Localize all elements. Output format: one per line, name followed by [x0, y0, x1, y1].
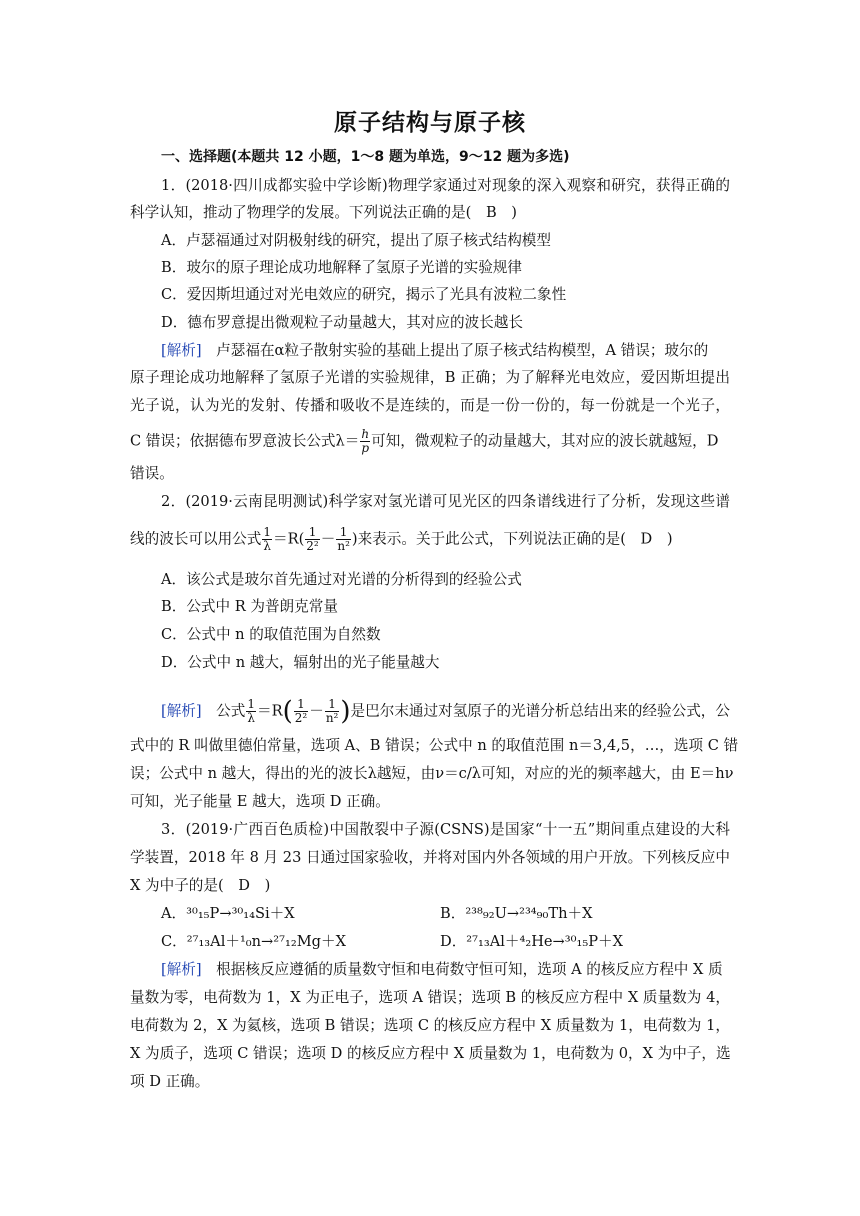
q3-option-c: C．²⁷₁₃Al＋¹₀n→²⁷₁₂Mg＋X: [161, 933, 346, 950]
q1-stem-line1: 1．(2018·四川成都实验中学诊断)物理学家通过对现象的深入观察和研究，获得正确的: [161, 177, 730, 194]
q1-analysis-line2: 原子理论成功地解释了氢原子光谱的实验规律，B 正确；为了解释光电效应，爱因斯坦提出: [130, 369, 730, 386]
q2-analysis-line2: 式中的 R 叫做里德伯常量，选项 A、B 错误；公式中 n 的取值范围 n＝3,4,5，…，选项 C 错: [130, 737, 739, 754]
q1-option-c: C．爱因斯坦通过对光电效应的研究，揭示了光具有波粒二象性: [161, 286, 567, 303]
fraction-h-over-p: $\frac{h}{p}$: [361, 427, 370, 455]
q2-stem-line1: 2．(2019·云南昆明测试)科学家对氢光谱可见光区的四条谱线进行了分析，发现这些谱: [161, 493, 730, 510]
q2-option-c: C．公式中 n 的取值范围为自然数: [161, 626, 381, 643]
analysis-tag: [解析]: [161, 342, 202, 359]
q1-analysis-line1: [解析] 卢瑟福在α粒子散射实验的基础上提出了原子核式结构模型，A 错误；玻尔的: [161, 342, 709, 359]
q1-analysis-line5: 错误。: [130, 465, 174, 482]
q2-option-b: B．公式中 R 为普朗克常量: [161, 598, 338, 615]
q3-analysis-line4: X 为质子，选项 C 错误；选项 D 的核反应方程中 X 质量数为 1，电荷数为 0，X 为中子，选: [130, 1045, 731, 1062]
q1-stem-line2: 科学认知，推动了物理学的发展。下列说法正确的是( B ): [130, 204, 517, 221]
q3-stem-line2: 学装置，2018 年 8 月 23 日通过国家验收，并将对国内外各领域的用户开放。下列核反应中: [130, 849, 730, 866]
q2-option-d: D．公式中 n 越大，辐射出的光子能量越大: [161, 654, 440, 671]
q2-stem-line2: 线的波长可以用公式 $\frac{1}{\lambda}$ ＝R( $\frac{1}{\text{2²}}$ － $\frac{1}{\text{n²}}$ )来表示。关于此公式，下列说法正确的是( D ): [130, 525, 673, 553]
q3-stem-line3: X 为中子的是( D ): [130, 877, 271, 894]
q3-option-d: D．²⁷₁₃Al＋⁴₂He→³⁰₁₅P＋X: [440, 933, 623, 950]
fraction-1-over-lambda: $\frac{1}{\lambda}$: [263, 525, 271, 553]
q3-stem-line1: 3．(2019·广西百色质检)中国散裂中子源(CSNS)是国家“十一五”期间重点建设的大科: [161, 821, 730, 838]
q2-analysis-line4: 可知，光子能量 E 越大，选项 D 正确。: [130, 793, 390, 810]
q2-analysis-line1: [解析] 公式 $\frac{1}{\lambda}$ ＝R( $\frac{1}{\text{2²}}$ － $\frac{1}{\text{n²}}$ )是巴尔末通过对氢原子的光谱分析总结出来的经验公式，公: [161, 696, 730, 727]
q1-option-b: B．玻尔的原子理论成功地解释了氢原子光谱的实验规律: [161, 259, 522, 276]
q1-analysis-line4: C 错误；依据德布罗意波长公式λ＝ $\frac{h}{p}$ 可知，微观粒子的动量越大，其对应的波长就越短，D: [130, 427, 719, 455]
q3-analysis-line5: 项 D 正确。: [130, 1073, 210, 1090]
q1-analysis-line3: 光子说，认为光的发射、传播和吸收不是连续的，而是一份一份的，每一份就是一个光子，: [130, 397, 730, 414]
q2-analysis-line3: 误；公式中 n 越大，得出的光的波长λ越短，由ν＝c/λ可知，对应的光的频率越大，由 E＝hν: [130, 765, 734, 782]
q3-analysis-line3: 电荷数为 2，X 为氦核，选项 B 错误；选项 C 的核反应方程中 X 质量数为 1，电荷数为 1，: [130, 1017, 730, 1034]
q3-analysis-line1: [解析] 根据核反应遵循的质量数守恒和电荷数守恒可知，选项 A 的核反应方程中 X 质: [161, 961, 723, 978]
section-heading: 一、选择题(本题共 12 小题，1～8 题为单选，9～12 题为多选): [161, 149, 570, 165]
q3-option-a: A．³⁰₁₅P→³⁰₁₄Si＋X: [161, 905, 295, 922]
fraction-1-over-2sq: $\frac{1}{\text{2²}}$: [306, 525, 319, 553]
fraction-1-over-nsq: $\frac{1}{\text{n²}}$: [337, 525, 350, 553]
q3-analysis-line2: 量数为零，电荷数为 1，X 为正电子，选项 A 错误；选项 B 的核反应方程中 X 质量数为 4，: [130, 989, 730, 1006]
q3-option-b: B．²³⁸₉₂U→²³⁴₉₀Th＋X: [440, 905, 593, 922]
q2-option-a: A．该公式是玻尔首先通过对光谱的分析得到的经验公式: [161, 571, 522, 588]
page-title: 原子结构与原子核: [334, 110, 526, 136]
q1-option-d: D．德布罗意提出微观粒子动量越大，其对应的波长越长: [161, 314, 523, 331]
q1-option-a: A．卢瑟福通过对阴极射线的研究，提出了原子核式结构模型: [161, 232, 551, 249]
